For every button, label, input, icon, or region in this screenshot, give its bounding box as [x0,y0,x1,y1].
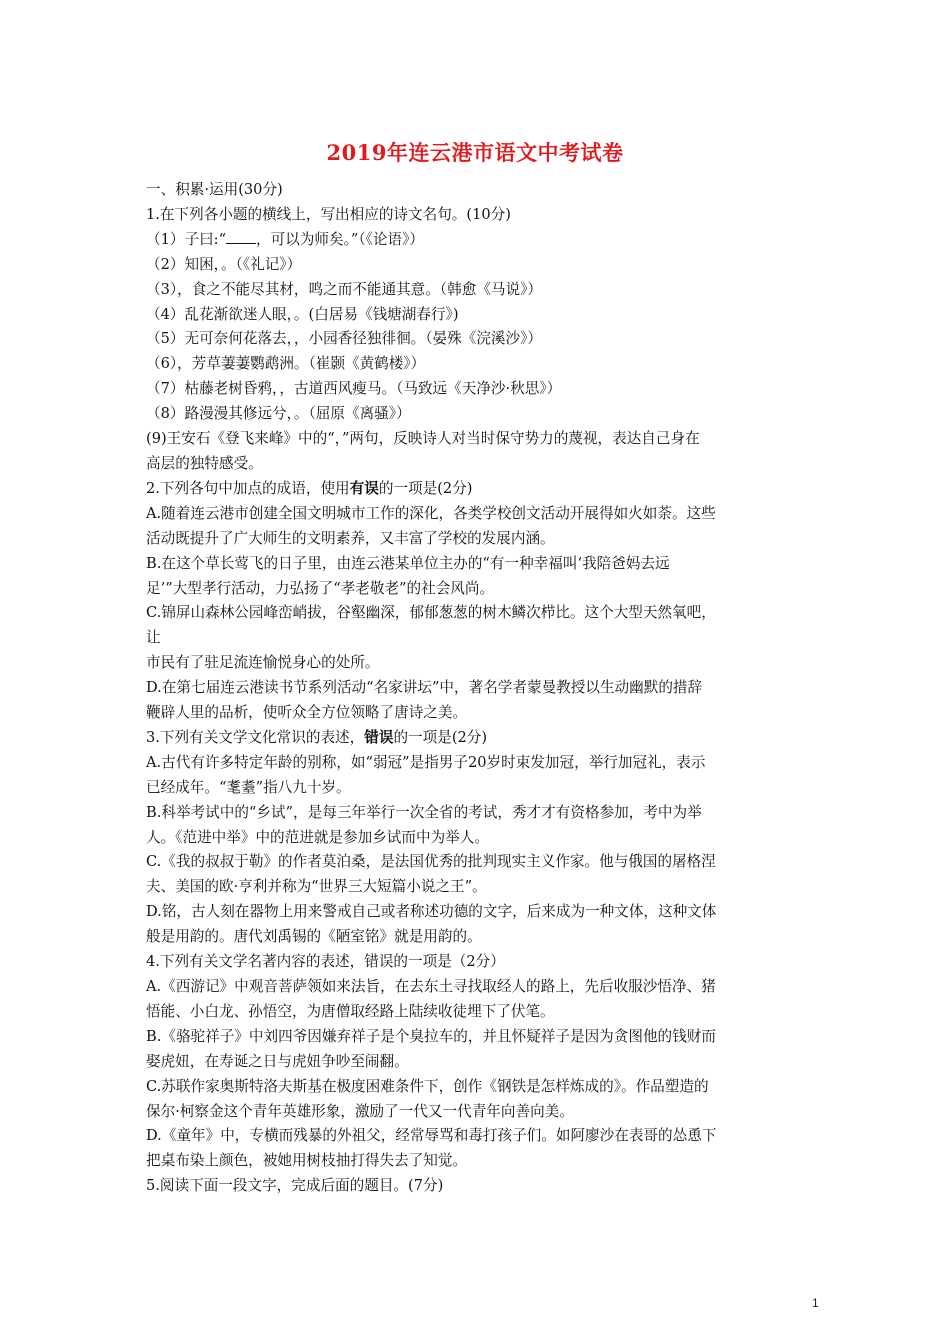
option-a-cont: 活动既提升了广大师生的文明素养，又丰富了学校的发展内涵。 [146,529,555,547]
stem-emphasis: 错误 [364,728,394,746]
question-1-item-8: （8）路漫漫其修远兮，。（屈原《离骚》） [146,405,411,423]
option-a: A.古代有许多特定年龄的别称，如“弱冠”是指男子20岁时束发加冠，举行加冠礼，表示 [146,753,706,771]
document-body [146,178,810,1199]
question-1-item-3: （3），食之不能尽其材，鸣之而不能通其意。（韩愈《马说》） [146,280,543,298]
question-1-item-9: (9)王安石《登飞来峰》中的“，”两句，反映诗人对当时保守势力的蔑视，表达自己身在 [146,430,700,448]
option-b: B.科举考试中的“乡试”，是每三年举行一次全省的考试，秀才才有资格参加，考中为举 [146,803,702,821]
option-d: D.铭，古人刻在器物上用来警戒自己或者称述功德的文字，后来成为一种文体，这种文体 [146,903,717,921]
question-3-stem [146,726,810,751]
question-1-item-4: （4）乱花渐欲迷人眼，。(白居易《钱塘湖春行》) [146,305,459,323]
option-d-cont: 般是用韵的。唐代刘禹锡的《陋室铭》就是用韵的。 [146,928,482,946]
option-a: A.随着连云港市创建全国文明城市工作的深化，各类学校创文活动开展得如火如荼。这些 [146,504,716,522]
stem-text: 3.下列有关文学文化常识的表述， [146,728,365,746]
stem-emphasis: 有误 [349,479,379,497]
stem-text: 的一项是(2分) [393,728,488,746]
option-d: D.在第七届连云港读书节系列活动“名家讲坛”中，著名学者蒙曼教授以生动幽默的措辞 [146,679,703,697]
question-1-stem: 1.在下列各小题的横线上，写出相应的诗文名句。(10分) [146,205,511,223]
option-d-cont: 把桌布染上颜色，被她用树枝抽打得失去了知觉。 [146,1152,468,1170]
option-c-cont: 市民有了驻足流连愉悦身心的处所。 [146,654,380,672]
question-4-stem: 4.下列有关文学名著内容的表述，错误的一项是（2分） [146,953,505,971]
question-1-item-1 [146,228,810,253]
page-title: 2019年连云港市语文中考试卷 [326,140,624,165]
option-a: A.《西游记》中观音菩萨领如来法旨，在去东土寻找取经人的路上，先后收服沙悟净、猪 [146,978,716,995]
question-5-stem: 5.阅读下面一段文字，完成后面的题目。(7分) [146,1177,444,1195]
option-c: C.《我的叔叔于勒》的作者莫泊桑，是法国优秀的批判现实主义作家。他与俄国的屠格涅 [146,853,716,871]
question-1-item-9-cont: 高层的独特感受。 [146,454,263,472]
option-d-cont: 鞭辟人里的品析，使听众全方位领略了唐诗之美。 [146,704,468,722]
option-b: B.《骆驼祥子》中刘四爷因嫌弃祥子是个臭拉车的，并且怀疑祥子是因为贪图他的钱财而 [146,1027,716,1045]
option-a-cont: 已经成年。“耄耋”指八九十岁。 [146,778,351,796]
option-d: D.《童年》中，专横而残暴的外祖父，经常辱骂和毒打孩子们。如阿廖沙在表哥的怂恿下 [146,1127,717,1145]
option-b-cont: 人。《范进中举》中的范进就是参加乡试而中为举人。 [146,828,489,846]
option-c: C.苏联作家奥斯特洛夫斯基在极度困难条件下，创作《钢铁是怎样炼成的》。作品塑造的 [146,1077,709,1095]
item-1-suffix: ，可以为师矣。”（《论语》） [256,230,425,248]
option-b-cont: 娶虎妞，在寿诞之日与虎妞争吵至闹翻。 [146,1052,409,1070]
question-1-item-5: （5）无可奈何花落去，，小园香径独徘徊。（晏殊《浣溪沙》） [146,330,543,348]
item-1-prefix: （1）子曰:“ [146,230,227,248]
option-c-cont: 夫、美国的欧·亨利并称为“世界三大短篇小说之王”。 [146,878,487,896]
option-b: B.在这个草长莺飞的日子里，由连云港某单位主办的“有一种幸福叫‘我陪爸妈去远 [146,554,670,572]
page-number: 1 [812,1296,819,1310]
question-1-item-2: （2）知困，。（《礼记》） [146,255,302,273]
option-a-cont: 悟能、小白龙、孙悟空，为唐僧取经路上陆续收徒埋下了伏笔。 [146,1002,555,1020]
section-heading: 一、积累·运用(30分) [146,181,283,198]
option-b-cont: 足’”大型孝行活动，力弘扬了“孝老敬老”的社会风尚。 [146,579,495,597]
question-2-stem [146,477,810,502]
answer-blank [226,230,256,244]
option-c-cont: 让 [146,629,161,647]
stem-text: 2.下列各句中加点的成语，使用 [146,479,350,497]
question-1-item-6: （6），芳草萋萋鹦鹉洲。（崔颢《黄鹤楼》） [146,355,426,373]
question-1-item-7: （7）枯藤老树昏鸦，，古道西风瘦马。（马致远《天净沙·秋思》） [146,380,562,398]
stem-text: 的一项是(2分) [378,479,473,497]
option-c: C.锦屏山森林公园峰峦峭拔，谷壑幽深，郁郁葱葱的树木鳞次栉比。这个大型天然氧吧， [146,604,716,622]
option-c-cont: 保尔·柯察金这个青年英雄形象，激励了一代又一代青年向善向美。 [146,1102,574,1120]
